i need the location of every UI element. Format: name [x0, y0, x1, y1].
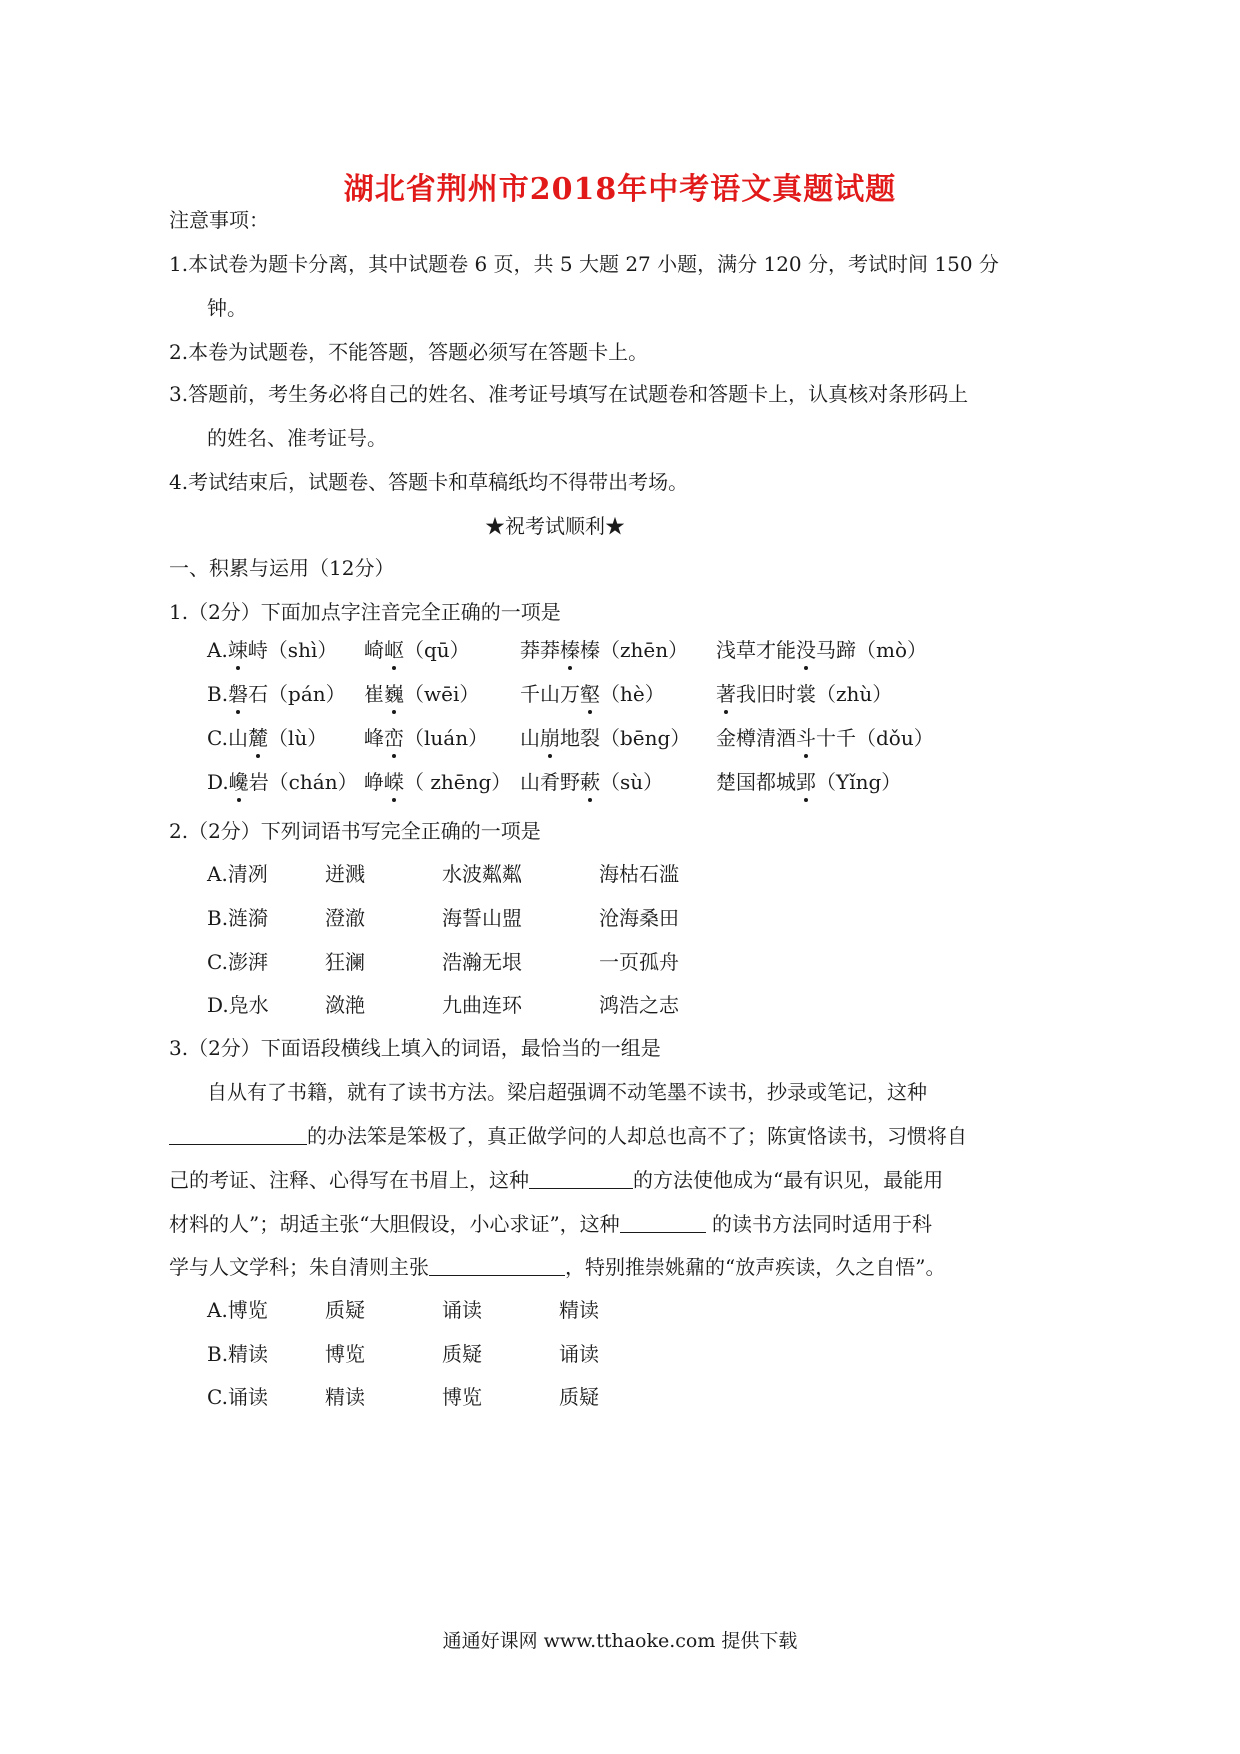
page-footer: 通通好课网 www.tthaoke.com 提供下载	[442, 1630, 798, 1652]
q1-option-d-2: 峥嵘（ zhēng）	[364, 766, 511, 795]
q3-passage-line-4: 材料的人”；胡适主张“大胆假设，小心求证”，这种 的读书方法同时适用于科	[169, 1212, 933, 1236]
q2-option-d-2: 潋滟	[325, 993, 365, 1017]
q3-option-c-4: 质疑	[559, 1385, 599, 1409]
question-2-stem: 2.（2分）下列词语书写完全正确的一项是	[169, 819, 541, 843]
q3-option-a-2: 质疑	[325, 1298, 365, 1322]
q2-option-a-2: 迸溅	[325, 862, 365, 886]
page-title: 湖北省荆州市2018年中考语文真题试题	[343, 172, 897, 207]
q2-option-a-4: 海枯石滥	[599, 862, 679, 886]
q1-option-c-3: 山崩地裂（bēng）	[520, 722, 690, 751]
q1-option-d-3: 山肴野蔌（sù）	[520, 766, 663, 795]
q1-option-a-1: A.竦峙（shì）	[207, 634, 337, 663]
note-1: 1.本试卷为题卡分离，其中试题卷 6 页，共 5 大题 27 小题，满分 120 分，考试时间 150 分	[169, 252, 999, 276]
q2-option-c-4: 一页孤舟	[599, 950, 679, 974]
q1-option-d-4: 楚国都城郢（Yǐng）	[716, 766, 901, 795]
q3-passage-line-2: 的办法笨是笨极了，真正做学问的人却总也高不了；陈寅恪读书，习惯将自	[169, 1120, 967, 1149]
q2-option-c-1: C.澎湃	[207, 950, 268, 974]
q1-option-b-2: 崔巍（wēi）	[364, 678, 479, 707]
q3-option-c-3: 博览	[442, 1385, 482, 1409]
q3-option-b-4: 诵读	[559, 1342, 599, 1366]
note-2: 2.本卷为试题卷，不能答题，答题必须写在答题卡上。	[169, 340, 649, 364]
q1-option-c-4: 金樽清酒斗十千（dǒu）	[716, 722, 934, 751]
q3-option-b-1: B.精读	[207, 1342, 269, 1366]
q3-passage-line-5: 学与人文学科；朱自清则主张 ，特别推崇姚鼐的“放声疾读，久之自悟”。	[169, 1255, 946, 1279]
q3-option-c-1: C.诵读	[207, 1385, 268, 1409]
note-1-cont: 钟。	[207, 296, 247, 320]
fill-blank-1	[169, 1124, 307, 1145]
fill-blank-3	[620, 1212, 706, 1233]
q2-option-d-4: 鸿浩之志	[599, 993, 679, 1017]
section-heading: 一、积累与运用（12分）	[169, 556, 395, 580]
q1-option-a-3: 莽莽榛榛（zhēn）	[520, 634, 688, 663]
q1-option-c-1: C.山麓（lù）	[207, 722, 327, 751]
q2-option-c-3: 浩瀚无垠	[442, 950, 522, 974]
q3-option-a-4: 精读	[559, 1298, 599, 1322]
q2-option-b-4: 沧海桑田	[599, 906, 679, 930]
q3-option-a-3: 诵读	[442, 1298, 482, 1322]
fill-blank-4	[429, 1255, 565, 1276]
q1-option-d-1: D.巉岩（chán）	[207, 766, 358, 795]
q1-option-b-1: B.磐石（pán）	[207, 678, 346, 707]
q2-option-d-1: D.凫水	[207, 993, 269, 1017]
q1-option-b-3: 千山万壑（hè）	[520, 678, 665, 707]
q2-option-d-3: 九曲连环	[442, 993, 522, 1017]
note-4: 4.考试结束后，试题卷、答题卡和草稿纸均不得带出考场。	[169, 470, 689, 494]
q1-option-b-4: 著我旧时裳（zhù）	[716, 678, 892, 707]
q2-option-b-3: 海誓山盟	[442, 906, 522, 930]
q3-passage-line-1: 自从有了书籍，就有了读书方法。梁启超强调不动笔墨不读书，抄录或笔记，这种	[207, 1080, 927, 1104]
q3-option-b-3: 质疑	[442, 1342, 482, 1366]
q3-option-a-1: A.博览	[207, 1298, 268, 1322]
q2-option-b-2: 澄澈	[325, 906, 365, 930]
fill-blank-2	[529, 1168, 633, 1189]
question-3-stem: 3.（2分）下面语段横线上填入的词语，最恰当的一组是	[169, 1036, 661, 1060]
good-luck-wish: ★祝考试顺利★	[485, 514, 625, 538]
q2-option-c-2: 狂澜	[325, 950, 365, 974]
note-3: 3.答题前，考生务必将自己的姓名、准考证号填写在试题卷和答题卡上，认真核对条形码上	[169, 382, 969, 406]
q3-option-c-2: 精读	[325, 1385, 365, 1409]
q3-passage-line-3: 己的考证、注释、心得写在书眉上，这种 的方法使他成为“最有识见，最能用	[169, 1168, 944, 1192]
q1-option-c-2: 峰峦（luán）	[364, 722, 488, 751]
note-3-cont: 的姓名、准考证号。	[207, 426, 387, 450]
q1-option-a-4: 浅草才能没马蹄（mò）	[716, 634, 927, 663]
q2-option-b-1: B.涟漪	[207, 906, 269, 930]
q2-option-a-1: A.清冽	[207, 862, 268, 886]
q1-option-a-2: 崎岖（qū）	[364, 634, 470, 663]
question-1-stem: 1.（2分）下面加点字注音完全正确的一项是	[169, 600, 561, 624]
notes-heading: 注意事项：	[169, 208, 269, 232]
q2-option-a-3: 水波粼粼	[442, 862, 522, 886]
q3-option-b-2: 博览	[325, 1342, 365, 1366]
